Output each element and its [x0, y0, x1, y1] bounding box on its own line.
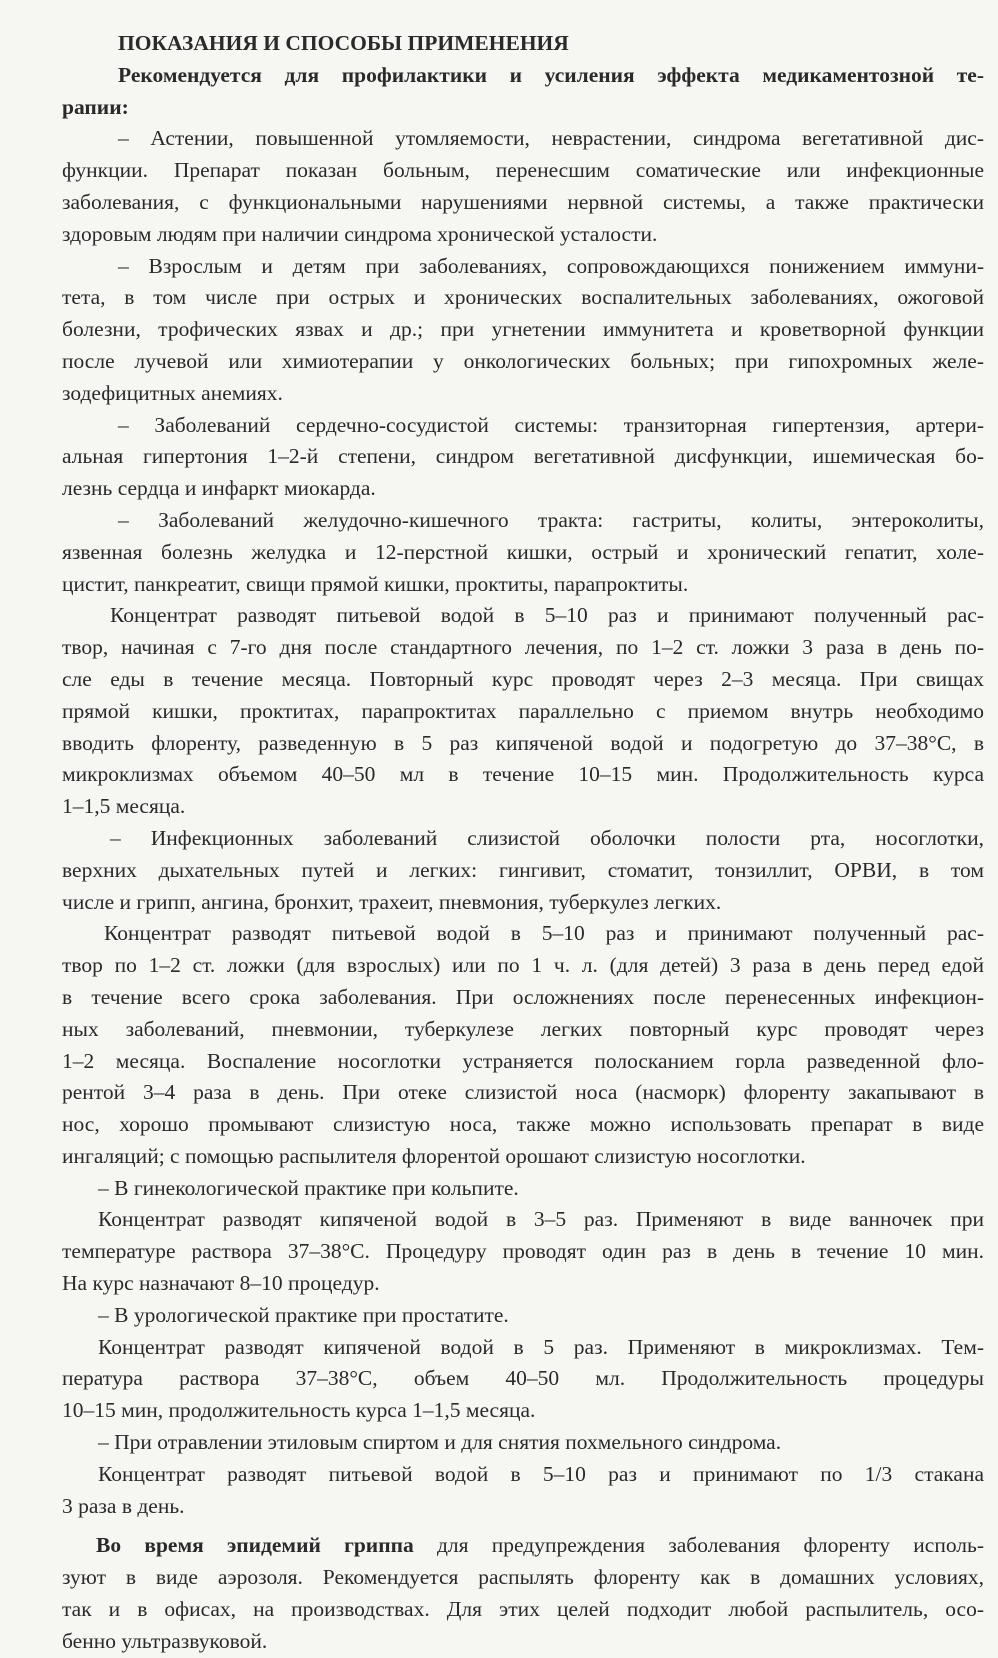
- paragraph-line: – Взрослым и детям при заболеваниях, сопровождающихся понижением иммуни-: [118, 253, 984, 278]
- lead-in-continuation: для предупреждения заболевания флоренту исполь-: [436, 1533, 984, 1558]
- paragraph-line: – Заболеваний сердечно-сосудистой системы: транзиторная гипертензия, артери-: [118, 412, 984, 437]
- paragraph-line: рентой 3–4 раза в день. При отеке слизистой носа (насморк) флоренту закапывают в: [62, 1080, 984, 1105]
- paragraph-line: твор, начиная с 7-го дня после стандартного лечения, по 1–2 ст. ложки 3 раза в день по-: [62, 635, 984, 660]
- paragraph-line: Концентрат разводят кипяченой водой в 5 раз. Применяют в микроклизмах. Тем-: [98, 1334, 984, 1359]
- paragraph-line: прямой кишки, проктитах, парапроктитах параллельно с приемом внутрь необходимо: [62, 698, 984, 723]
- paragraph-line: Концентрат разводят питьевой водой в 5–10 раз и принимают полученный рас-: [104, 921, 984, 946]
- intro-line: рапии:: [62, 94, 129, 119]
- paragraph-line: нос, хорошо промывают слизистую носа, также можно использовать препарат в виде: [62, 1112, 984, 1137]
- section-title: ПОКАЗАНИЯ И СПОСОБЫ ПРИМЕНЕНИЯ: [118, 31, 569, 55]
- paragraph-line: – При отравлении этиловым спиртом и для снятия похмельного синдрома.: [98, 1430, 782, 1455]
- paragraph-line: Концентрат разводят питьевой водой в 5–10 раз и принимают полученный рас-: [110, 603, 984, 628]
- paragraph-line: 1–2 месяца. Воспаление носоглотки устраняется полосканием горла разведенной фло-: [62, 1048, 984, 1073]
- paragraph-line: числе и грипп, ангина, бронхит, трахеит, пневмония, туберкулез легких.: [62, 889, 722, 914]
- paragraph-line: – Заболеваний желудочно-кишечного тракта: гастриты, колиты, энтероколиты,: [118, 507, 984, 532]
- paragraph-line: зодефицитных анемиях.: [62, 380, 283, 405]
- paragraph-line: заболевания, с функциональными нарушениями нервной системы, а также практически: [62, 189, 984, 214]
- paragraph-line: ных заболеваний, пневмонии, туберкулезе легких повторный курс проводят через: [62, 1016, 984, 1041]
- paragraph-line: тета, в том числе при острых и хронических воспалительных заболеваниях, ожоговой: [62, 285, 984, 310]
- paragraph-line: болезни, трофических язвах и др.; при угнетении иммунитета и кроветворной функции: [62, 317, 984, 342]
- paragraph-line: Концентрат разводят питьевой водой в 5–10 раз и принимают по 1/3 стакана: [98, 1461, 984, 1486]
- paragraph-line: пература раствора 37–38°С, объем 40–50 мл. Продолжительность процедуры: [62, 1366, 984, 1391]
- paragraph-line: цистит, панкреатит, свищи прямой кишки, проктиты, парапроктиты.: [62, 571, 689, 596]
- paragraph-line: Концентрат разводят кипяченой водой в 3–5 раз. Применяют в виде ванночек при: [98, 1207, 984, 1232]
- paragraph-line: – Инфекционных заболеваний слизистой оболочки полости рта, носоглотки,: [110, 825, 984, 850]
- paragraph-spacer: [62, 1522, 984, 1530]
- paragraph-line: 1–1,5 месяца.: [62, 794, 186, 819]
- paragraph-line: температуре раствора 37–38°С. Процедуру проводят один раз в день в течение 10 мин.: [62, 1239, 984, 1264]
- paragraph-line: функции. Препарат показан больным, перенесшим соматические или инфекционные: [62, 158, 984, 183]
- paragraph-line: верхних дыхательных путей и легких: гингивит, стоматит, тонзиллит, ОРВИ, в том: [62, 857, 984, 882]
- paragraph-line: – В гинекологической практике при кольпите.: [98, 1175, 519, 1200]
- bold-lead-in: Во время эпидемий гриппа: [96, 1533, 414, 1558]
- intro-line: Рекомендуется для профилактики и усиления эффекта медикаментозной те-: [118, 62, 984, 87]
- paragraph-line: сле еды в течение месяца. Повторный курс проводят через 2–3 месяца. При свищах: [62, 666, 984, 691]
- paragraph-line: твор по 1–2 ст. ложки (для взрослых) или по 1 ч. л. (для детей) 3 раза в день перед едой: [62, 953, 984, 978]
- paragraph-line: после лучевой или химиотерапии у онкологических больных; при гипохромных желе-: [62, 348, 984, 373]
- paragraph-line: вводить флоренту, разведенную в 5 раз кипяченой водой и подогретую до 37–38°С, в: [62, 730, 984, 755]
- paragraph-line: альная гипертония 1–2-й степени, синдром вегетативной дисфункции, ишемическая бо-: [62, 444, 984, 469]
- paragraph-line: ингаляций; с помощью распылителя флорентой орошают слизистую носоглотки.: [62, 1143, 806, 1168]
- paragraph-line: так и в офисах, на производствах. Для этих целей подходит любой распылитель, осо-: [62, 1597, 984, 1622]
- paragraph-line: микроклизмах объемом 40–50 мл в течение 10–15 мин. Продолжительность курса: [62, 762, 984, 787]
- paragraph-line: здоровым людям при наличии синдрома хронической усталости.: [62, 221, 658, 246]
- paragraph-line: 10–15 мин, продолжительность курса 1–1,5 месяца.: [62, 1398, 536, 1423]
- paragraph-line: [62, 1530, 984, 1562]
- paragraph-line: зуют в виде аэрозоля. Рекомендуется распылять флоренту как в домашних условиях,: [62, 1565, 984, 1590]
- paragraph-line: На курс назначают 8–10 процедур.: [62, 1271, 380, 1296]
- paragraph-line: язвенная болезнь желудка и 12-перстной кишки, острый и хронический гепатит, холе-: [62, 539, 984, 564]
- paragraph-line: бенно ультразвуковой.: [62, 1628, 268, 1653]
- paragraph-line: 3 раза в день.: [62, 1493, 185, 1518]
- paragraph-line: – В урологической практике при простатите.: [98, 1302, 509, 1327]
- paragraph-line: – Астении, повышенной утомляемости, неврастении, синдрома вегетативной дис-: [118, 126, 984, 151]
- paragraph-line: в течение всего срока заболевания. При осложнениях после перенесенных инфекцион-: [62, 984, 984, 1009]
- paragraph-line: лезнь сердца и инфаркт миокарда.: [62, 476, 376, 501]
